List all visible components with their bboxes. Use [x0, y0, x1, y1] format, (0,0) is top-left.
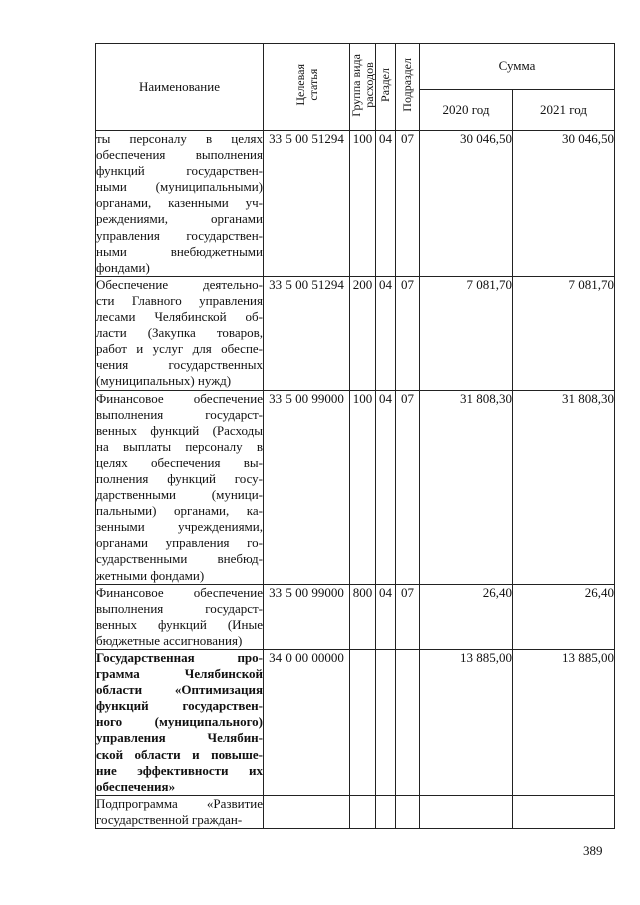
- row-name-line: управления государствен-: [96, 227, 263, 243]
- row-article-cell: 33 5 00 51294: [264, 276, 350, 390]
- row-section-cell: [376, 650, 396, 796]
- row-name-line: Государственная про-: [96, 650, 263, 665]
- table-row: [96, 650, 615, 796]
- table-header: [96, 44, 615, 131]
- table-row: [96, 795, 615, 828]
- row-group-cell: 100: [350, 131, 376, 277]
- row-2020-amount: 30 046,50: [420, 131, 513, 277]
- row-name-line: ными внебюджетными: [96, 243, 263, 259]
- col-sum-header: Сумма: [420, 44, 615, 90]
- row-2020-amount: 31 808,30: [420, 390, 513, 584]
- row-article-cell: 33 5 00 99000: [264, 584, 350, 649]
- row-name-line: выполнения государст-: [96, 406, 263, 422]
- row-subsection-cell: 07: [396, 390, 420, 584]
- row-name-line: обеспечения»: [96, 778, 176, 794]
- row-2021-amount: 31 808,30: [513, 390, 615, 584]
- row-name-line: грамма Челябинской: [96, 666, 263, 682]
- row-subsection-cell: 07: [396, 131, 420, 277]
- row-name-line: сти Главного управления: [96, 292, 263, 308]
- row-name-line: ние эффективности их: [96, 762, 263, 778]
- row-name-line: Финансовое обеспечение: [96, 390, 263, 406]
- row-group-cell: 100: [350, 390, 376, 584]
- row-name-line: чения государственных: [96, 357, 263, 373]
- row-name-cell: [96, 131, 264, 277]
- row-2020-amount: 7 081,70: [420, 276, 513, 390]
- row-section-cell: 04: [376, 131, 396, 277]
- table-row: [96, 276, 615, 390]
- row-name-line: венных функций (Расходы: [96, 422, 263, 438]
- row-2021-amount: 7 081,70: [513, 276, 615, 390]
- row-section-cell: 04: [376, 276, 396, 390]
- row-name-line: зенными учреждениями,: [96, 519, 263, 535]
- row-name-line: сударственными внебюд-: [96, 551, 263, 567]
- row-name-line: венных функций (Иные: [96, 616, 263, 632]
- row-name-line: функций государствен-: [96, 163, 263, 179]
- table-row: [96, 390, 615, 584]
- row-2021-amount: 30 046,50: [513, 131, 615, 277]
- row-subsection-cell: 07: [396, 276, 420, 390]
- row-name-line: ного (муниципального): [96, 714, 263, 730]
- row-2021-amount: [513, 795, 615, 828]
- row-section-cell: 04: [376, 584, 396, 649]
- row-name-cell: [96, 650, 264, 796]
- row-article-cell: 33 5 00 99000: [264, 390, 350, 584]
- row-name-cell: [96, 795, 264, 828]
- row-2020-amount: 26,40: [420, 584, 513, 649]
- table-body: [96, 131, 615, 829]
- row-name-line: дарственными (муници-: [96, 487, 263, 503]
- row-name-line: фондами): [96, 259, 150, 275]
- page-number: 389: [583, 843, 603, 858]
- row-group-cell: [350, 650, 376, 796]
- row-article-cell: 34 0 00 00000: [264, 650, 350, 796]
- row-name-line: Обеспечение деятельно-: [96, 276, 263, 292]
- row-name-line: управления Челябин-: [96, 730, 263, 746]
- row-name-line: жетными фондами): [96, 567, 205, 583]
- row-name-line: лесами Челябинской об-: [96, 309, 263, 325]
- row-name-line: обеспечения выполнения: [96, 147, 263, 163]
- row-subsection-cell: 07: [396, 584, 420, 649]
- col-2021-header: 2021 год: [513, 90, 615, 131]
- row-name-line: пальными) органами, ка-: [96, 503, 263, 519]
- row-name-line: ской области и повыше-: [96, 746, 263, 762]
- col-section-header: Раздел: [376, 44, 396, 131]
- row-2021-amount: 26,40: [513, 584, 615, 649]
- row-name-line: (муниципальных) нужд): [96, 373, 232, 389]
- row-name-cell: [96, 584, 264, 649]
- col-name-header: Наименование: [96, 44, 264, 131]
- row-name-line: полнения функций госу-: [96, 470, 263, 486]
- row-name-line: ласти (Закупка товаров,: [96, 325, 263, 341]
- col-expense-group-header: Группа вида расходов: [350, 44, 376, 131]
- row-article-cell: [264, 795, 350, 828]
- row-section-cell: 04: [376, 390, 396, 584]
- row-name-line: функций государствен-: [96, 698, 263, 714]
- table-row: [96, 584, 615, 649]
- row-article-cell: 33 5 00 51294: [264, 131, 350, 277]
- row-name-line: органами управления го-: [96, 535, 263, 551]
- row-2020-amount: [420, 795, 513, 828]
- row-name-line: бюджетные ассигнования): [96, 632, 243, 648]
- row-subsection-cell: [396, 650, 420, 796]
- row-name-line: выполнения государст-: [96, 600, 263, 616]
- row-name-line: ты персоналу в целях: [96, 131, 263, 146]
- row-2020-amount: 13 885,00: [420, 650, 513, 796]
- budget-table: [95, 43, 615, 829]
- table-row: [96, 131, 615, 277]
- row-2021-amount: 13 885,00: [513, 650, 615, 796]
- col-2020-header: 2020 год: [420, 90, 513, 131]
- row-group-cell: 200: [350, 276, 376, 390]
- row-name-line: реждениями, органами: [96, 211, 263, 227]
- col-subsection-header: Подраздел: [396, 44, 420, 131]
- row-subsection-cell: [396, 795, 420, 828]
- col-article-header: Целевая статья: [264, 44, 350, 131]
- row-name-line: Подпрограмма «Развитие: [96, 795, 263, 811]
- row-name-line: ными (муниципальными): [96, 179, 263, 195]
- row-name-line: работ и услуг для обеспе-: [96, 341, 263, 357]
- row-section-cell: [376, 795, 396, 828]
- row-name-line: органами, казенными уч-: [96, 195, 263, 211]
- row-name-line: государственной граждан-: [96, 811, 243, 827]
- row-name-line: Финансовое обеспечение: [96, 584, 263, 600]
- row-name-cell: [96, 276, 264, 390]
- row-name-line: целях обеспечения вы-: [96, 454, 263, 470]
- row-name-line: области «Оптимизация: [96, 682, 263, 698]
- row-group-cell: [350, 795, 376, 828]
- row-group-cell: 800: [350, 584, 376, 649]
- row-name-cell: [96, 390, 264, 584]
- row-name-line: на выплаты персоналу в: [96, 438, 263, 454]
